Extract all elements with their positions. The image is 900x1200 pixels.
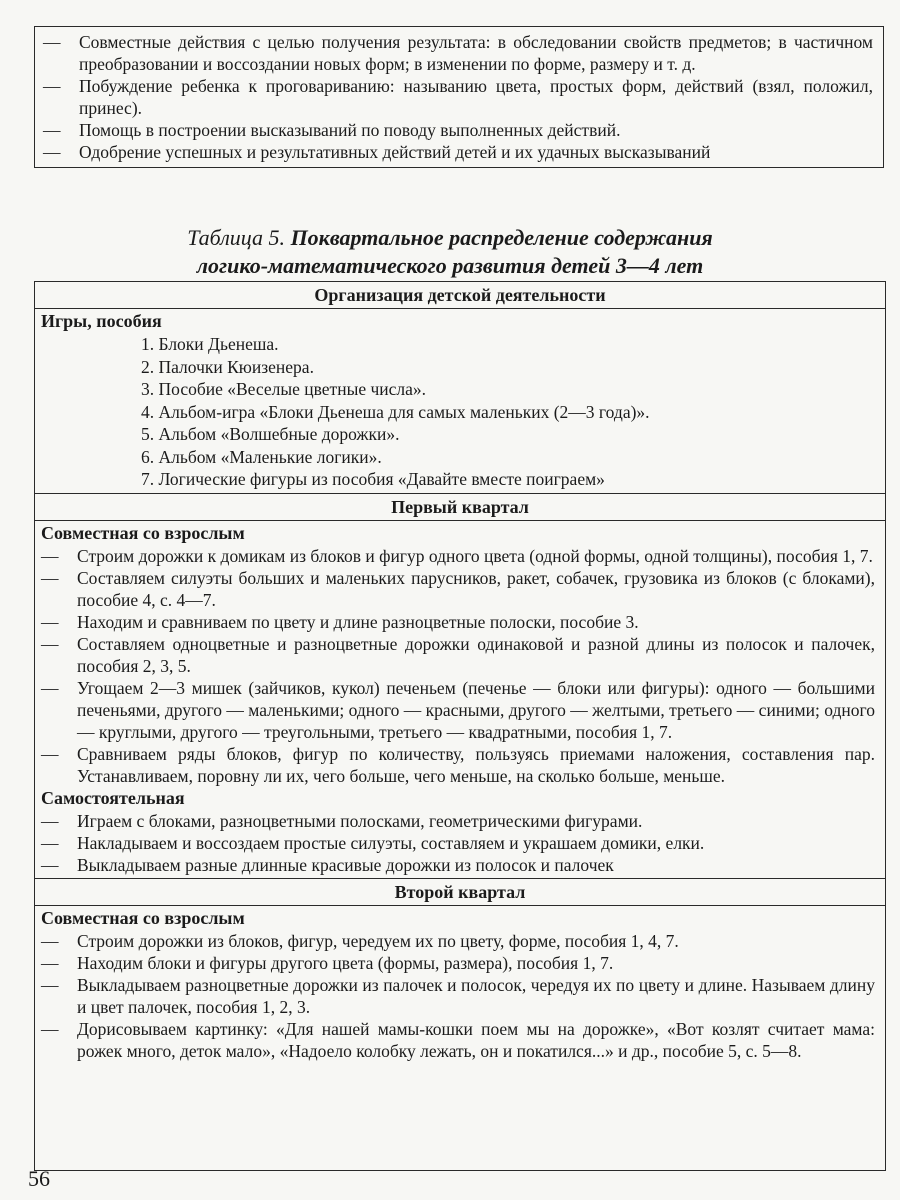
content-table — [34, 281, 886, 1171]
list-item: 6. Альбом «Маленькие логики». — [141, 446, 382, 467]
list-item: — Накладываем и воссоздаем простые силуэты, составляем и украшаем домики, елки. — [41, 832, 705, 853]
list-item: 5. Альбом «Волшебные дорожки». — [141, 424, 400, 444]
intro-box — [34, 26, 884, 168]
quarter-2-section — [35, 906, 885, 1064]
list-item: — Совместные действия с целью получения результата: в обследовании свойств предметов; в частичном преобразовании и воссоздании новых форм; в изменении по форме, размеру и т. д. — [43, 32, 873, 74]
list-item: — Составляем силуэты больших и маленьких парусников, ракет, собачек, грузовика из блоков (с блоками), пособие 4, с. 4—7. — [41, 567, 875, 610]
quarter-1-header: Первый квартал — [35, 493, 885, 521]
list-item: — Находим и сравниваем по цвету и длине разноцветные полоски, пособие 3. — [41, 611, 639, 632]
list-item: — Одобрение успешных и результативных действий детей и их удачных высказываний — [43, 142, 711, 162]
quarter-1-section — [35, 521, 885, 878]
list-item: 1. Блоки Дьенеша. — [141, 334, 279, 354]
list-item: — Угощаем 2—3 мишек (зайчиков, кукол) печеньем (печенье — блоки или фигуры): одного — большими печеньями, другого — маленькими; одного — красными, другого — желтыми, третьего — синими; одного — круглыми, другого — треугольными, третьего — квадратными, пособия 1, 7. — [41, 677, 875, 742]
list-item: — Находим блоки и фигуры другого цвета (формы, размера), пособия 1, 7. — [41, 952, 614, 973]
games-section — [35, 309, 885, 493]
list-item: — Выкладываем разноцветные дорожки из палочек и полосок, чередуя их по цвету и длине. Называем длину и цвет палочек, пособия 1, 2, 3. — [41, 974, 875, 1017]
games-title: Игры, пособия — [41, 311, 162, 331]
quarter-2-header: Второй квартал — [35, 878, 885, 906]
table-header: Организация детской деятельности — [35, 282, 885, 309]
list-item: 3. Пособие «Веселые цветные числа». — [141, 379, 427, 399]
list-item: — Помощь в построении высказываний по поводу выполненных действий. — [43, 120, 621, 140]
list-item: — Побуждение ребенка к проговариванию: называнию цвета, простых форм, действий (взял, положил, принес). — [43, 76, 873, 118]
list-item: — Выкладываем разные длинные красивые дорожки из полосок и палочек — [41, 854, 614, 875]
list-item: — Составляем одноцветные и разноцветные дорожки одинаковой и разной длины из полосок и палочек, пособия 2, 3, 5. — [41, 633, 875, 676]
table-caption-line1: Таблица 5. Поквартальное распределение содержания — [187, 225, 713, 250]
list-item: 2. Палочки Кюизенера. — [141, 356, 314, 377]
list-item: — Строим дорожки к домикам из блоков и фигур одного цвета (одной формы, одной толщины), пособия 1, 7. — [41, 545, 873, 566]
list-item: — Строим дорожки из блоков, фигур, чередуем их по цвету, форме, пособия 1, 4, 7. — [41, 930, 679, 951]
joint-title: Совместная со взрослым — [41, 522, 245, 543]
table-caption-line2: логико-математического развития детей 3—4 лет — [196, 253, 704, 278]
list-item: — Дорисовываем картинку: «Для нашей мамы-кошки поем мы на дорожке», «Вот козлят считает мама: рожек много, деток мало», «Надоело колобку лежать, он и покатился...» и др., пособие 5, с. 5—8. — [41, 1018, 875, 1061]
joint-title: Совместная со взрослым — [41, 907, 245, 928]
self-title: Самостоятельная — [41, 787, 185, 808]
list-item: — Сравниваем ряды блоков, фигур по количеству, пользуясь приемами наложения, составления пар. Устанавливаем, поровну ли их, чего больше, чего меньше, на сколько больше, меньше. — [41, 743, 875, 786]
list-item: 4. Альбом-игра «Блоки Дьенеша для самых маленьких (2—3 года)». — [141, 401, 650, 422]
list-item: 7. Логические фигуры из пособия «Давайте вместе поиграем» — [141, 469, 605, 489]
list-item: — Играем с блоками, разноцветными полосками, геометрическими фигурами. — [41, 810, 643, 831]
page-number: 56 — [28, 1166, 50, 1191]
